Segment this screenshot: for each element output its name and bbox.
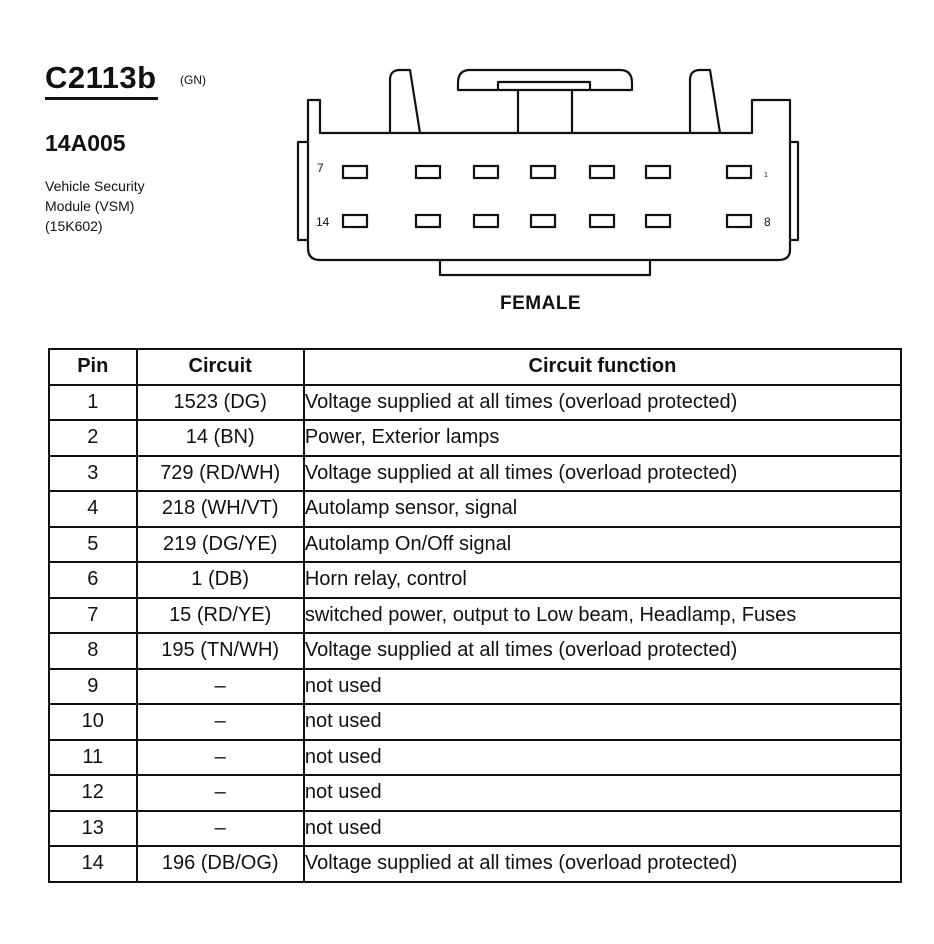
table-header-row xyxy=(49,349,901,385)
connector-diagram xyxy=(290,60,810,285)
function-cell: not used xyxy=(304,740,901,776)
connector-lock-body xyxy=(518,90,572,133)
function-cell: Voltage supplied at all times (overload protected) xyxy=(304,456,901,492)
pin-cavity xyxy=(646,215,670,227)
circuit-cell: 14 (BN) xyxy=(137,420,304,456)
pin-cavity xyxy=(590,166,614,178)
connector-side-tab xyxy=(790,142,798,240)
circuit-cell: 195 (TN/WH) xyxy=(137,633,304,669)
pin-cell: 2 xyxy=(49,420,137,456)
pin-cavity xyxy=(590,215,614,227)
circuit-cell: 1 (DB) xyxy=(137,562,304,598)
table-row xyxy=(49,456,901,492)
module-description-line: Vehicle Security xyxy=(45,178,145,194)
pin-cell: 10 xyxy=(49,704,137,740)
table-row xyxy=(49,385,901,421)
pin-cell: 14 xyxy=(49,846,137,882)
pin-cell: 3 xyxy=(49,456,137,492)
function-cell: switched power, output to Low beam, Headlamp, Fuses xyxy=(304,598,901,634)
connector-color-code: (GN) xyxy=(180,73,206,87)
connector-id: C2113b xyxy=(45,60,157,95)
pinout-table xyxy=(48,348,902,883)
pin-label-bottom-right: 8 xyxy=(764,215,771,229)
pin-label-bottom-left: 14 xyxy=(316,215,330,229)
pin-cell: 4 xyxy=(49,491,137,527)
circuit-cell: – xyxy=(137,811,304,847)
circuit-cell: – xyxy=(137,775,304,811)
circuit-cell: 1523 (DG) xyxy=(137,385,304,421)
part-number: 14A005 xyxy=(45,130,126,156)
table-row xyxy=(49,740,901,776)
function-cell: Voltage supplied at all times (overload protected) xyxy=(304,846,901,882)
function-cell: Autolamp sensor, signal xyxy=(304,491,901,527)
function-cell: Power, Exterior lamps xyxy=(304,420,901,456)
connector-lock xyxy=(458,70,632,90)
column-header-circuit: Circuit xyxy=(137,349,304,385)
module-description-line: Module (VSM) xyxy=(45,198,135,214)
table-row xyxy=(49,527,901,563)
pin-cell: 8 xyxy=(49,633,137,669)
table-row xyxy=(49,633,901,669)
pin-cell: 7 xyxy=(49,598,137,634)
column-header-function: Circuit function xyxy=(304,349,901,385)
circuit-cell: – xyxy=(137,669,304,705)
function-cell: not used xyxy=(304,704,901,740)
pin-cavity xyxy=(646,166,670,178)
connector-latch-arm xyxy=(390,70,420,133)
table-row xyxy=(49,811,901,847)
function-cell: Autolamp On/Off signal xyxy=(304,527,901,563)
circuit-cell: 219 (DG/YE) xyxy=(137,527,304,563)
table-row xyxy=(49,775,901,811)
pin-cavity xyxy=(727,215,751,227)
pin-cell: 12 xyxy=(49,775,137,811)
connector-gender-label: FEMALE xyxy=(500,293,582,314)
table-row xyxy=(49,562,901,598)
table-row xyxy=(49,704,901,740)
connector-id-underline xyxy=(45,97,158,100)
circuit-cell: – xyxy=(137,740,304,776)
circuit-cell: – xyxy=(137,704,304,740)
circuit-cell: 196 (DB/OG) xyxy=(137,846,304,882)
circuit-cell: 729 (RD/WH) xyxy=(137,456,304,492)
pin-cell: 5 xyxy=(49,527,137,563)
table-row xyxy=(49,598,901,634)
circuit-cell: 218 (WH/VT) xyxy=(137,491,304,527)
function-cell: not used xyxy=(304,811,901,847)
module-description xyxy=(45,176,145,236)
pin-label-top-left: 7 xyxy=(317,161,324,175)
function-cell: not used xyxy=(304,669,901,705)
pin-cavity xyxy=(416,166,440,178)
function-cell: Voltage supplied at all times (overload protected) xyxy=(304,385,901,421)
pin-cell: 1 xyxy=(49,385,137,421)
pin-cavity xyxy=(474,166,498,178)
pin-cell: 6 xyxy=(49,562,137,598)
circuit-cell: 15 (RD/YE) xyxy=(137,598,304,634)
pin-cavity xyxy=(416,215,440,227)
pin-cell: 13 xyxy=(49,811,137,847)
connector-lock-rib xyxy=(498,82,590,90)
pin-label-top-right: 1 xyxy=(764,172,768,179)
table-row xyxy=(49,669,901,705)
pin-cell: 9 xyxy=(49,669,137,705)
table-row xyxy=(49,491,901,527)
column-header-pin: Pin xyxy=(49,349,137,385)
pin-cavity xyxy=(531,166,555,178)
module-description-line: (15K602) xyxy=(45,218,103,234)
function-cell: Voltage supplied at all times (overload protected) xyxy=(304,633,901,669)
table-row xyxy=(49,846,901,882)
function-cell: not used xyxy=(304,775,901,811)
pin-cavity xyxy=(343,166,367,178)
pin-cell: 11 xyxy=(49,740,137,776)
pin-cavity xyxy=(474,215,498,227)
pin-cavity xyxy=(343,215,367,227)
pin-cavity xyxy=(727,166,751,178)
connector-side-tab xyxy=(298,142,308,240)
connector-latch-arm xyxy=(690,70,720,133)
pin-cavity xyxy=(531,215,555,227)
function-cell: Horn relay, control xyxy=(304,562,901,598)
table-row xyxy=(49,420,901,456)
connector-bottom-key xyxy=(440,260,650,275)
